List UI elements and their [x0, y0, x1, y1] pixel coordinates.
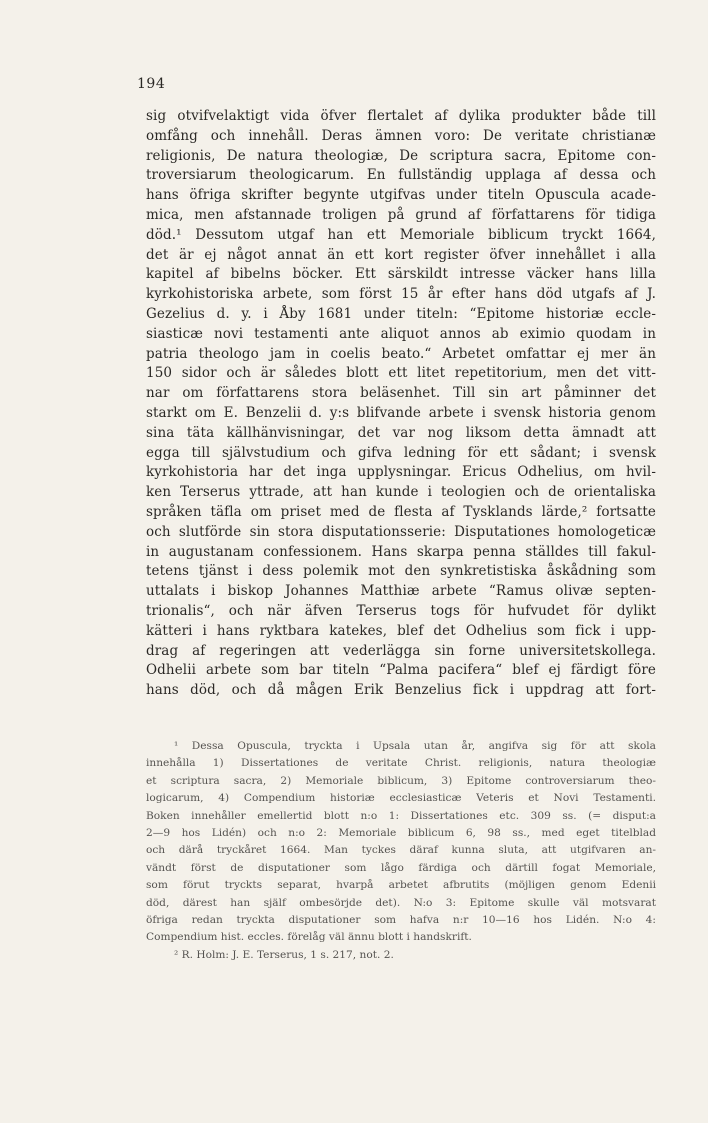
text-line: troversiarum theologicarum. En fullständig upplaga af dessa och	[146, 167, 656, 184]
text-line: sina täta källhänvisningar, det var nog liksom detta ämnadt att	[146, 424, 656, 441]
footnote-1-line: vändt först de disputationer som lågo färdiga och därtill fogat Memoriale,	[146, 861, 656, 874]
text-line: religionis, De natura theologiæ, De scriptura sacra, Epitome con-	[146, 147, 656, 164]
text-line: nar om författarens stora beläsenhet. Till sin art påminner det	[146, 385, 656, 402]
text-line: hans död, och då mågen Erik Benzelius fick i uppdrag att fort-	[146, 682, 656, 699]
footnote-1-line: et scriptura sacra, 2) Memoriale biblicum, 3) Epitome controversiarum theo-	[146, 774, 656, 787]
text-line: det är ej något annat än ett kort register öfver innehållet i alla	[146, 246, 656, 263]
text-line: tetens tjänst i dess polemik mot den synkretistiska åskådning som	[146, 563, 656, 580]
footnote-2-line: ² R. Holm: J. E. Terserus, 1 s. 217, not. 2.	[174, 948, 394, 961]
footnote-1-line: logicarum, 4) Compendium historiæ ecclesiasticæ Veteris et Novi Testamenti.	[146, 792, 656, 805]
text-line: kapitel af bibelns böcker. Ett särskildt intresse väcker hans lilla	[146, 266, 656, 283]
text-line: omfång och innehåll. Deras ämnen voro: De veritate christianæ	[146, 127, 656, 144]
text-line: siasticæ novi testamenti ante aliquot annos ab eximio quodam in	[146, 325, 656, 342]
footnote-1-line: död, därest han själf ombesörjde det). N:o 3: Epitome skulle väl motsvarat	[146, 896, 656, 909]
text-line: ken Terserus yttrade, att han kunde i teologien och de orientaliska	[146, 484, 656, 501]
text-line: drag af regeringen att vederlägga sin forne universitetskollega.	[146, 642, 656, 659]
text-line: kyrkohistoria har det inga upplysningar. Ericus Odhelius, om hvil-	[146, 464, 656, 481]
text-line: uttalats i biskop Johannes Matthiæ arbete “Ramus olivæ septen-	[146, 583, 656, 600]
text-line: starkt om E. Benzelii d. y:s blifvande arbete i svensk historia genom	[146, 404, 656, 421]
footnote-1-line: öfriga redan tryckta disputationer som hafva n:r 10—16 hos Lidén. N:o 4:	[146, 913, 656, 926]
text-line: Odhelii arbete som bar titeln “Palma pacifera“ blef ej färdigt före	[146, 662, 656, 679]
text-line: död.¹ Dessutom utgaf han ett Memoriale biblicum tryckt 1664,	[146, 226, 656, 243]
text-line: patria theologo jam in coelis beato.“ Arbetet omfattar ej mer än	[146, 345, 656, 362]
footnote-1-line: och därå tryckåret 1664. Man tyckes däraf kunna sluta, att utgifvaren an-	[146, 844, 656, 857]
body-text	[146, 107, 656, 701]
footnote-1-line: som förut tryckts separat, hvarpå arbetet afbrutits (möjligen genom Edenii	[146, 879, 656, 892]
text-line: kyrkohistoriska arbete, som först 15 år efter hans död utgafs af J.	[146, 286, 656, 303]
text-line: trionalis“, och när äfven Terserus togs för hufvudet för dylikt	[146, 602, 656, 619]
text-line: egga till självstudium och gifva ledning för ett sådant; i svensk	[146, 444, 656, 461]
text-line: språken täfla om priset med de flesta af Tysklands lärde,² fortsatte	[146, 503, 656, 520]
footnote-1-line: 2—9 hos Lidén) och n:o 2: Memoriale biblicum 6, 98 ss., med eget titelblad	[146, 826, 656, 839]
text-line: och slutförde sin stora disputationsserie: Disputationes homologeticæ	[146, 523, 656, 540]
footnotes	[146, 738, 656, 964]
text-line: hans öfriga skrifter begynte utgifvas under titeln Opuscula acade-	[146, 187, 656, 204]
text-line: mica, men afstannade troligen på grund af författarens för tidiga	[146, 206, 656, 223]
footnote-1-line: innehålla 1) Dissertationes de veritate Christ. religionis, natura theologiæ	[146, 757, 656, 770]
footnote-1-line: Boken innehåller emellertid blott n:o 1: Dissertationes etc. 309 ss. (= disput:a	[146, 809, 656, 822]
footnote-1-line: Compendium hist. eccles. förelåg väl ännu blott i handskrift.	[146, 931, 472, 944]
page-number: 194	[137, 76, 166, 92]
text-line: 150 sidor och är således blott ett litet repetitorium, men det vitt-	[146, 365, 656, 382]
text-line: in augustanam confessionem. Hans skarpa penna ställdes till fakul-	[146, 543, 656, 560]
text-line: Gezelius d. y. i Åby 1681 under titeln: “Epitome historiæ eccle-	[146, 305, 656, 322]
footnote-1-line: ¹ Dessa Opuscula, tryckta i Upsala utan år, angifva sig för att skola	[174, 740, 656, 752]
text-line: kätteri i hans ryktbara katekes, blef det Odhelius som fick i upp-	[146, 622, 656, 639]
text-line: sig otvifvelaktigt vida öfver flertalet af dylika produkter både till	[146, 108, 656, 124]
